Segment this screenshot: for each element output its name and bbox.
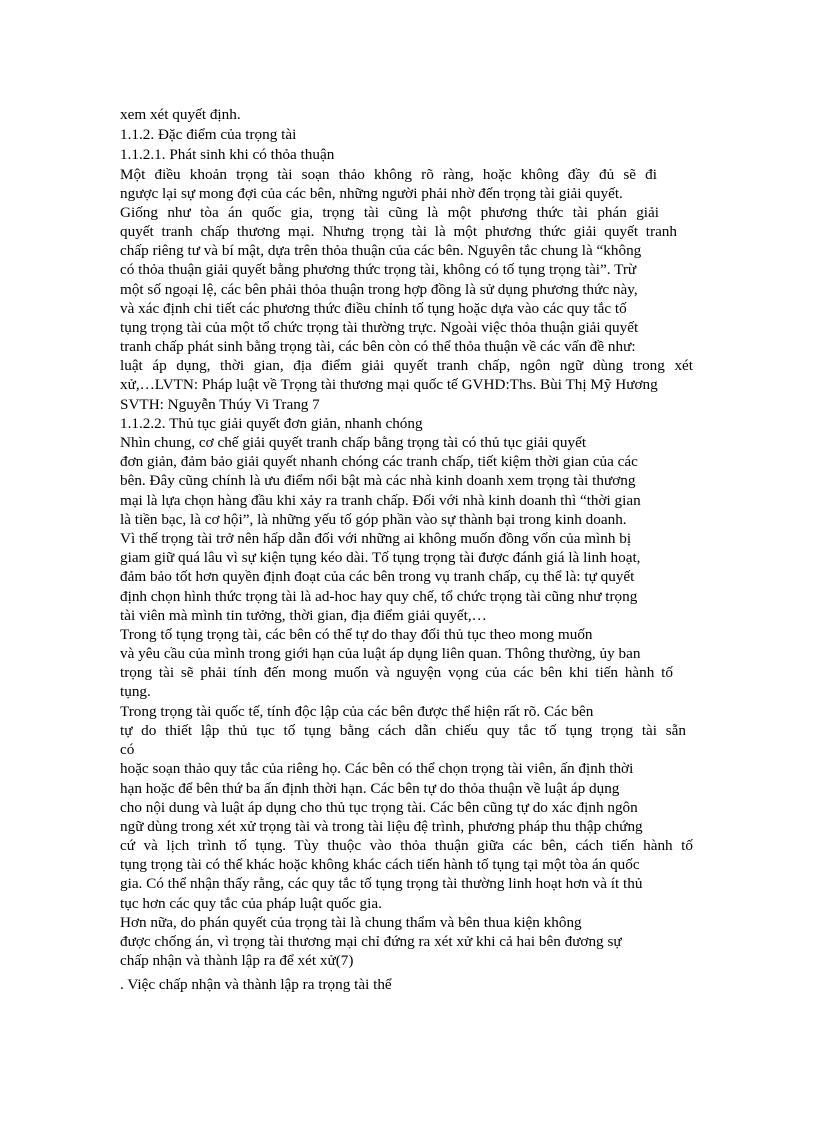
text-line: luật áp dụng, thời gian, địa điểm giải quyết tranh chấp, ngôn ngữ dùng trong xét: [120, 357, 693, 374]
text-line: trọng tài sẽ phải tính đến mong muốn và nguyện vọng của các bên khi tiến hành tố: [120, 664, 673, 681]
subsection-heading: 1.1.2.2. Thủ tục giải quyết đơn giản, nhanh chóng: [120, 415, 423, 432]
text-line: mại là lựa chọn hàng đầu khi xảy ra tranh chấp. Đối với nhà kinh doanh thì “thời gian: [120, 492, 641, 509]
text-line: định chọn hình thức trọng tài là ad-hoc hay quy chế, tổ chức trọng tài cũng như trọng: [120, 588, 638, 605]
text-line: có: [120, 741, 135, 758]
text-line: chấp nhận và thành lập ra để xét xử(7): [120, 952, 354, 969]
text-line: cho nội dung và luật áp dụng cho thủ tục trọng tài. Các bên cũng tự do xác định ngôn: [120, 799, 638, 816]
text-line: một số ngoại lệ, các bên phải thỏa thuận trong hợp đồng là sử dụng phương thức này,: [120, 281, 638, 298]
text-line: đơn giản, đảm bảo giải quyết nhanh chóng các tranh chấp, tiết kiệm thời gian của các: [120, 453, 638, 470]
text-line: tụng trọng tài có thể khác hoặc không khác cách tiến hành tố tụng tại một tòa án quốc: [120, 856, 640, 873]
text-line: bên. Đây cũng chính là ưu điểm nổi bật mà các nhà kinh doanh xem trọng tài thương: [120, 472, 636, 489]
text-line: và xác định chi tiết các phương thức điều chỉnh tố tụng hoặc dựa vào các quy tắc tố: [120, 300, 627, 317]
text-line: có thỏa thuận giải quyết bằng phương thức trọng tài, không có tố tụng trọng tài”. Trừ: [120, 261, 637, 278]
text-line: Trong tố tụng trọng tài, các bên có thể tự do thay đổi thủ tục theo mong muốn: [120, 626, 593, 643]
text-line: hạn hoặc để bên thứ ba ấn định thời hạn. Các bên tự do thỏa thuận về luật áp dụng: [120, 780, 620, 797]
text-line: Nhìn chung, cơ chế giải quyết tranh chấp bằng trọng tài có thủ tục giải quyết: [120, 434, 587, 451]
text-line: được chống án, vì trọng tài thương mại chỉ đứng ra xét xử khi cả hai bên đương sự: [120, 933, 622, 950]
text-line: . Việc chấp nhận và thành lập ra trọng tài thể: [120, 976, 392, 993]
text-line: quyết tranh chấp thương mại. Nhưng trọng tài là một phương thức giải quyết tranh: [120, 223, 677, 240]
section-heading: 1.1.2. Đặc điểm của trọng tài: [120, 126, 297, 143]
text-line: tài viên mà mình tin tưởng, thời gian, địa điểm giải quyết,…: [120, 607, 487, 624]
text-line: Hơn nữa, do phán quyết của trọng tài là chung thẩm và bên thua kiện không: [120, 914, 582, 931]
text-line: tục hơn các quy tắc của pháp luật quốc gia.: [120, 895, 382, 912]
text-line: chấp riêng tư và bí mật, dựa trên thỏa thuận của các bên. Nguyên tắc chung là “không: [120, 242, 642, 259]
text-line: ngược lại sự mong đợi của các bên, những người phải nhờ đến trọng tài giải quyết.: [120, 185, 623, 202]
text-line: gia. Có thể nhận thấy rằng, các quy tắc tố tụng trọng tài thường linh hoạt hơn và ít thủ: [120, 875, 643, 892]
text-line: tranh chấp phát sinh bằng trọng tài, các bên còn có thể thỏa thuận về các vấn đề như:: [120, 338, 636, 355]
text-line: xử,…LVTN: Pháp luật về Trọng tài thương mại quốc tế GVHD:Ths. Bùi Thị Mỹ Hương: [120, 376, 658, 393]
text-line: cứ và lịch trình tố tụng. Tùy thuộc vào thỏa thuận giữa các bên, cách tiến hành tố: [120, 837, 693, 854]
text-line: Vì thế trọng tài trở nên hấp dẫn đối với những ai không muốn đồng vốn của mình bị: [120, 530, 632, 547]
text-line: Trong trọng tài quốc tế, tính độc lập của các bên được thể hiện rất rõ. Các bên: [120, 703, 594, 720]
subsection-heading: 1.1.2.1. Phát sinh khi có thỏa thuận: [120, 146, 335, 163]
text-line: ngữ dùng trong xét xử trọng tài và trong tài liệu đệ trình, phương pháp thu thập chứng: [120, 818, 643, 835]
page-footer: SVTH: Nguyễn Thúy Vi Trang 7: [120, 396, 320, 413]
text-line: Giống như tòa án quốc gia, trọng tài cũng là một phương thức tài phán giải: [120, 204, 659, 221]
text-line: là tiền bạc, là cơ hội”, là những yếu tố góp phần vào sự thành bại trong kinh doanh.: [120, 511, 627, 528]
text-line: tụng trọng tài của một tổ chức trọng tài thường trực. Ngoài việc thỏa thuận giải quyết: [120, 319, 639, 336]
text-line: Một điều khoản trọng tài soạn thảo không rõ ràng, hoặc không đầy đủ sẽ đi: [120, 166, 657, 183]
text-line: hoặc soạn thảo quy tắc của riêng họ. Các bên có thể chọn trọng tài viên, ấn định thời: [120, 760, 634, 777]
text-line: tụng.: [120, 683, 151, 700]
text-line: xem xét quyết định.: [120, 106, 241, 123]
text-line: và yêu cầu của mình trong giới hạn của luật áp dụng liên quan. Thông thường, ủy ban: [120, 645, 641, 662]
text-line: tự do thiết lập thủ tục tố tụng bằng cách dẫn chiếu quy tắc tố tụng trọng tài sẵn: [120, 722, 686, 739]
text-line: đảm bảo tốt hơn quyền định đoạt của các bên trong vụ tranh chấp, cụ thể là: tự quyết: [120, 568, 635, 585]
text-line: giam giữ quá lâu vì sự kiện tụng kéo dài. Tố tụng trọng tài được đánh giá là linh hoạt,: [120, 549, 641, 566]
